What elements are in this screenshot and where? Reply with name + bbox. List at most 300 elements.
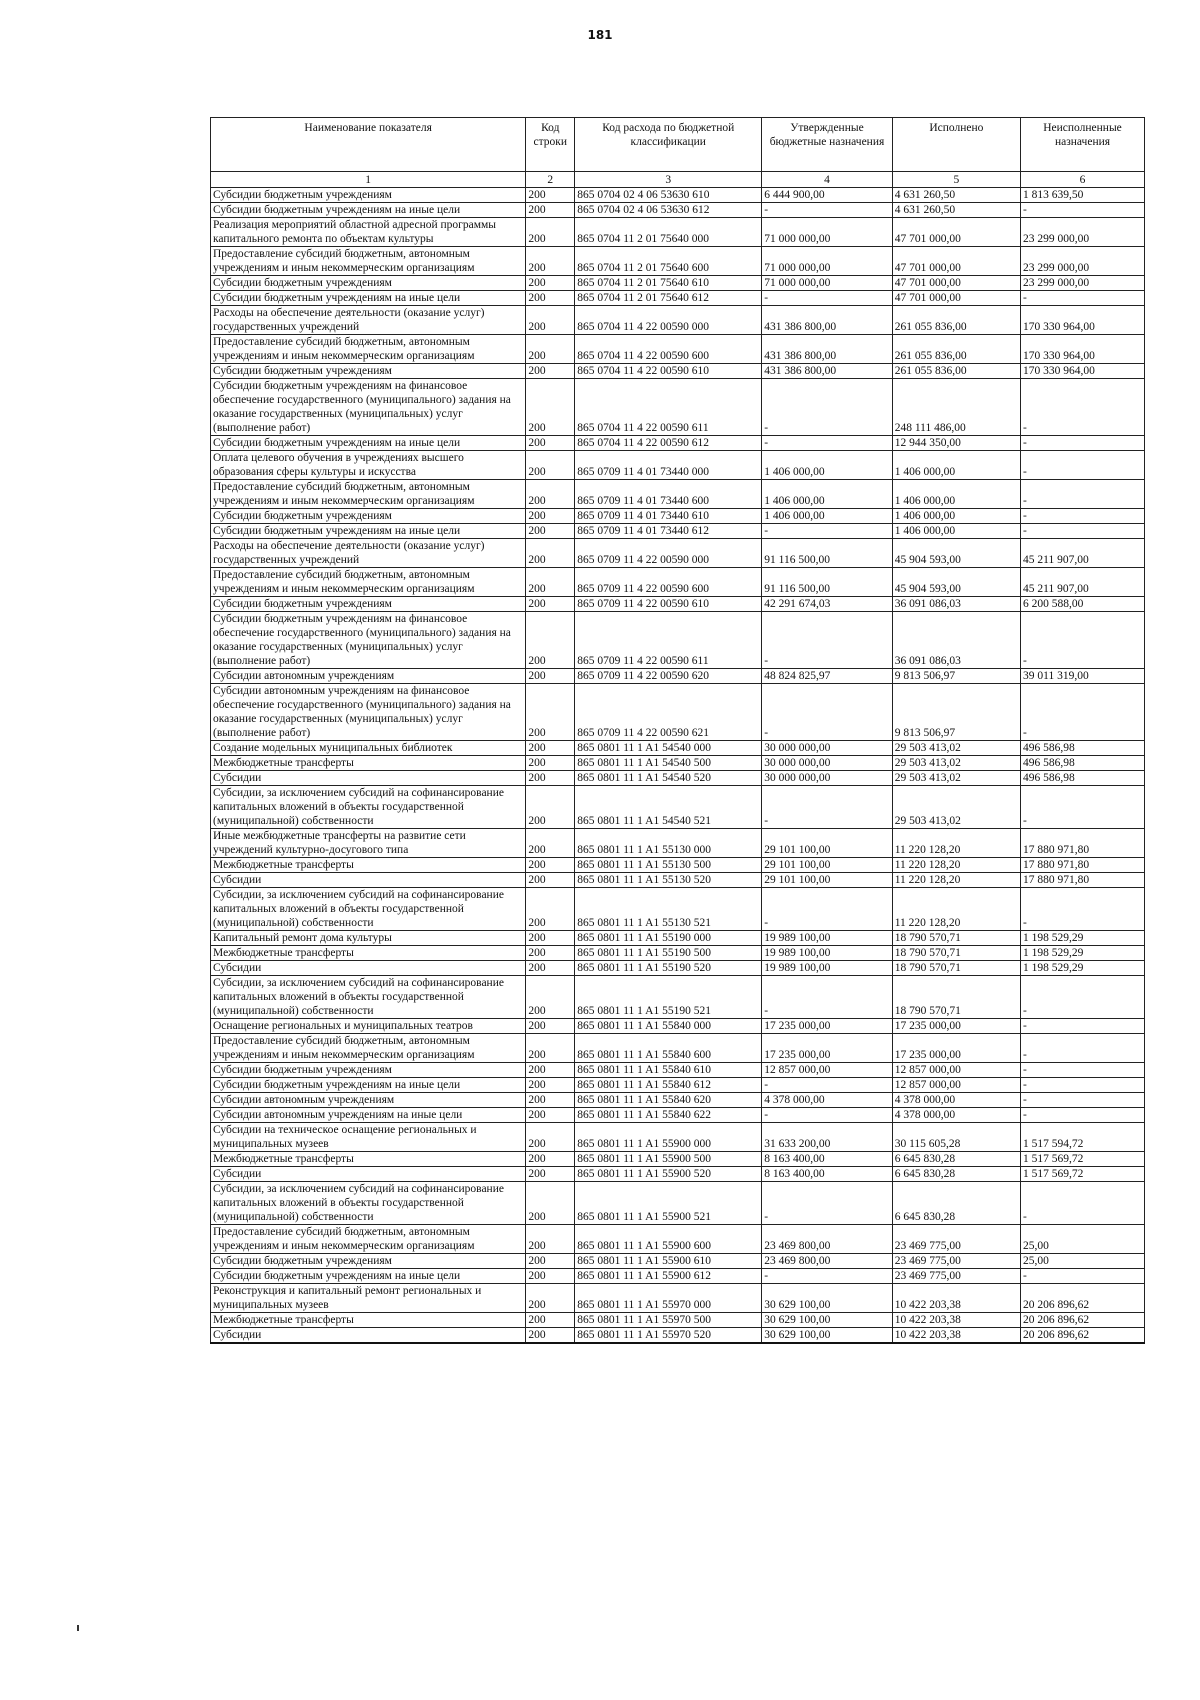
table-row <box>211 1152 1145 1167</box>
row-expense-code: 865 0704 11 4 22 00590 600 <box>575 335 762 364</box>
row-unexecuted: 25,00 <box>1021 1254 1145 1269</box>
table-row <box>211 1182 1145 1225</box>
row-unexecuted: 23 299 000,00 <box>1021 247 1145 276</box>
row-executed: 10 422 203,38 <box>892 1313 1020 1328</box>
row-unexecuted: - <box>1021 612 1145 669</box>
row-expense-code: 865 0704 11 2 01 75640 612 <box>575 291 762 306</box>
row-unexecuted: 1 517 594,72 <box>1021 1123 1145 1152</box>
row-approved: - <box>762 1078 892 1093</box>
row-executed: 4 378 000,00 <box>892 1093 1020 1108</box>
row-executed: 6 645 830,28 <box>892 1167 1020 1182</box>
page-number: 181 <box>587 28 613 42</box>
table-row <box>211 568 1145 597</box>
table-row <box>211 306 1145 335</box>
row-line-code: 200 <box>526 741 575 756</box>
row-name: Капитальный ремонт дома культуры <box>211 931 526 946</box>
row-name: Межбюджетные трансферты <box>211 1152 526 1167</box>
row-expense-code: 865 0704 11 4 22 00590 610 <box>575 364 762 379</box>
row-executed: 6 645 830,28 <box>892 1182 1020 1225</box>
row-line-code: 200 <box>526 1313 575 1328</box>
row-approved: 30 629 100,00 <box>762 1284 892 1313</box>
row-line-code: 200 <box>526 771 575 786</box>
table-row <box>211 276 1145 291</box>
row-expense-code: 865 0801 11 1 A1 55840 622 <box>575 1108 762 1123</box>
row-executed: 18 790 570,71 <box>892 931 1020 946</box>
column-number-row <box>211 172 1145 188</box>
row-unexecuted: - <box>1021 1034 1145 1063</box>
row-unexecuted: 20 206 896,62 <box>1021 1328 1145 1344</box>
row-name: Реконструкция и капитальный ремонт региональных и муниципальных музеев <box>211 1284 526 1313</box>
row-executed: 261 055 836,00 <box>892 335 1020 364</box>
column-number: 3 <box>575 172 762 188</box>
row-line-code: 200 <box>526 436 575 451</box>
row-executed: 36 091 086,03 <box>892 597 1020 612</box>
row-name: Предоставление субсидий бюджетным, автономным учреждениям и иным некоммерческим организациям <box>211 1034 526 1063</box>
row-executed: 18 790 570,71 <box>892 961 1020 976</box>
row-line-code: 200 <box>526 379 575 436</box>
table-row <box>211 888 1145 931</box>
row-approved: - <box>762 291 892 306</box>
row-unexecuted: 496 586,98 <box>1021 756 1145 771</box>
row-executed: 4 378 000,00 <box>892 1108 1020 1123</box>
row-unexecuted: 20 206 896,62 <box>1021 1284 1145 1313</box>
table-row <box>211 218 1145 247</box>
row-expense-code: 865 0801 11 1 A1 55190 500 <box>575 946 762 961</box>
row-unexecuted: - <box>1021 1063 1145 1078</box>
row-approved: - <box>762 436 892 451</box>
row-executed: 36 091 086,03 <box>892 612 1020 669</box>
row-executed: 11 220 128,20 <box>892 829 1020 858</box>
row-approved: 1 406 000,00 <box>762 451 892 480</box>
row-name: Межбюджетные трансферты <box>211 858 526 873</box>
row-name: Иные межбюджетные трансферты на развитие сети учреждений культурно-досугового типа <box>211 829 526 858</box>
row-executed: 29 503 413,02 <box>892 741 1020 756</box>
row-unexecuted: 25,00 <box>1021 1225 1145 1254</box>
row-expense-code: 865 0704 11 2 01 75640 000 <box>575 218 762 247</box>
table-row <box>211 1093 1145 1108</box>
row-unexecuted: 23 299 000,00 <box>1021 218 1145 247</box>
table-row <box>211 539 1145 568</box>
row-unexecuted: - <box>1021 451 1145 480</box>
row-unexecuted: - <box>1021 1269 1145 1284</box>
row-approved: 31 633 200,00 <box>762 1123 892 1152</box>
row-executed: 17 235 000,00 <box>892 1019 1020 1034</box>
table-row <box>211 451 1145 480</box>
row-executed: 9 813 506,97 <box>892 684 1020 741</box>
row-expense-code: 865 0801 11 1 A1 55130 521 <box>575 888 762 931</box>
row-unexecuted: - <box>1021 291 1145 306</box>
row-approved: 29 101 100,00 <box>762 858 892 873</box>
row-expense-code: 865 0709 11 4 22 00590 621 <box>575 684 762 741</box>
row-approved: - <box>762 1108 892 1123</box>
row-approved: 71 000 000,00 <box>762 276 892 291</box>
row-unexecuted: - <box>1021 509 1145 524</box>
row-line-code: 200 <box>526 247 575 276</box>
table-row <box>211 946 1145 961</box>
row-approved: 30 629 100,00 <box>762 1328 892 1344</box>
row-approved: 19 989 100,00 <box>762 931 892 946</box>
row-executed: 1 406 000,00 <box>892 509 1020 524</box>
row-unexecuted: - <box>1021 888 1145 931</box>
header-unexecuted: Неисполненные назначения <box>1021 118 1145 172</box>
row-line-code: 200 <box>526 539 575 568</box>
row-expense-code: 865 0709 11 4 22 00590 610 <box>575 597 762 612</box>
row-name: Предоставление субсидий бюджетным, автономным учреждениям и иным некоммерческим организациям <box>211 247 526 276</box>
row-executed: 47 701 000,00 <box>892 218 1020 247</box>
row-name: Субсидии бюджетным учреждениям на иные цели <box>211 1269 526 1284</box>
row-expense-code: 865 0801 11 1 A1 55840 000 <box>575 1019 762 1034</box>
row-expense-code: 865 0704 11 4 22 00590 000 <box>575 306 762 335</box>
row-expense-code: 865 0801 11 1 A1 55840 612 <box>575 1078 762 1093</box>
row-line-code: 200 <box>526 188 575 203</box>
row-name: Субсидии, за исключением субсидий на софинансирование капитальных вложений в объекты государственной (муниципальной) собственности <box>211 1182 526 1225</box>
row-line-code: 200 <box>526 451 575 480</box>
table-row <box>211 335 1145 364</box>
row-approved: 6 444 900,00 <box>762 188 892 203</box>
row-approved: 23 469 800,00 <box>762 1254 892 1269</box>
row-name: Субсидии, за исключением субсидий на софинансирование капитальных вложений в объекты государственной (муниципальной) собственности <box>211 976 526 1019</box>
row-unexecuted: 17 880 971,80 <box>1021 829 1145 858</box>
row-unexecuted: - <box>1021 1019 1145 1034</box>
row-approved: - <box>762 1182 892 1225</box>
row-approved: 29 101 100,00 <box>762 873 892 888</box>
row-expense-code: 865 0801 11 1 A1 54540 500 <box>575 756 762 771</box>
row-name: Предоставление субсидий бюджетным, автономным учреждениям и иным некоммерческим организациям <box>211 1225 526 1254</box>
row-approved: - <box>762 612 892 669</box>
row-unexecuted: 1 198 529,29 <box>1021 946 1145 961</box>
row-expense-code: 865 0801 11 1 A1 55130 520 <box>575 873 762 888</box>
row-executed: 11 220 128,20 <box>892 858 1020 873</box>
row-unexecuted: - <box>1021 976 1145 1019</box>
table-row <box>211 188 1145 203</box>
row-line-code: 200 <box>526 1254 575 1269</box>
row-line-code: 200 <box>526 1019 575 1034</box>
row-unexecuted: 6 200 588,00 <box>1021 597 1145 612</box>
row-line-code: 200 <box>526 873 575 888</box>
row-executed: 1 406 000,00 <box>892 451 1020 480</box>
row-executed: 47 701 000,00 <box>892 291 1020 306</box>
row-approved: 431 386 800,00 <box>762 364 892 379</box>
row-name: Субсидии бюджетным учреждениям на иные цели <box>211 436 526 451</box>
row-approved: 431 386 800,00 <box>762 335 892 364</box>
row-approved: 23 469 800,00 <box>762 1225 892 1254</box>
row-name: Межбюджетные трансферты <box>211 1313 526 1328</box>
row-line-code: 200 <box>526 1182 575 1225</box>
row-executed: 23 469 775,00 <box>892 1254 1020 1269</box>
row-approved: 29 101 100,00 <box>762 829 892 858</box>
row-approved: 30 000 000,00 <box>762 756 892 771</box>
row-line-code: 200 <box>526 480 575 509</box>
row-approved: - <box>762 888 892 931</box>
row-expense-code: 865 0704 02 4 06 53630 610 <box>575 188 762 203</box>
row-name: Субсидии бюджетным учреждениям <box>211 1063 526 1078</box>
row-executed: 10 422 203,38 <box>892 1328 1020 1344</box>
row-expense-code: 865 0801 11 1 A1 54540 521 <box>575 786 762 829</box>
column-number: 5 <box>892 172 1020 188</box>
table-row <box>211 756 1145 771</box>
row-executed: 261 055 836,00 <box>892 364 1020 379</box>
row-unexecuted: 23 299 000,00 <box>1021 276 1145 291</box>
row-executed: 12 857 000,00 <box>892 1063 1020 1078</box>
row-unexecuted: - <box>1021 524 1145 539</box>
row-executed: 4 631 260,50 <box>892 188 1020 203</box>
row-line-code: 200 <box>526 364 575 379</box>
row-executed: 29 503 413,02 <box>892 771 1020 786</box>
row-unexecuted: - <box>1021 1093 1145 1108</box>
header-indicator-name: Наименование показателя <box>211 118 526 172</box>
row-line-code: 200 <box>526 1284 575 1313</box>
row-line-code: 200 <box>526 1078 575 1093</box>
row-line-code: 200 <box>526 961 575 976</box>
row-unexecuted: 1 198 529,29 <box>1021 961 1145 976</box>
row-name: Субсидии автономным учреждениям <box>211 1093 526 1108</box>
row-approved: - <box>762 976 892 1019</box>
row-executed: 23 469 775,00 <box>892 1225 1020 1254</box>
row-unexecuted: - <box>1021 203 1145 218</box>
row-unexecuted: 20 206 896,62 <box>1021 1313 1145 1328</box>
row-approved: 71 000 000,00 <box>762 218 892 247</box>
row-executed: 29 503 413,02 <box>892 786 1020 829</box>
row-line-code: 200 <box>526 306 575 335</box>
row-line-code: 200 <box>526 218 575 247</box>
header-expense-code: Код расхода по бюджетной классификации <box>575 118 762 172</box>
row-expense-code: 865 0801 11 1 A1 55900 520 <box>575 1167 762 1182</box>
row-line-code: 200 <box>526 669 575 684</box>
row-executed: 45 904 593,00 <box>892 539 1020 568</box>
row-name: Оплата целевого обучения в учреждениях высшего образования сферы культуры и искусства <box>211 451 526 480</box>
row-unexecuted: 45 211 907,00 <box>1021 568 1145 597</box>
table-row <box>211 1328 1145 1344</box>
table-row <box>211 1123 1145 1152</box>
table-row <box>211 741 1145 756</box>
row-unexecuted: 170 330 964,00 <box>1021 364 1145 379</box>
row-expense-code: 865 0801 11 1 A1 55190 520 <box>575 961 762 976</box>
row-name: Субсидии бюджетным учреждениям <box>211 509 526 524</box>
row-expense-code: 865 0801 11 1 A1 55970 520 <box>575 1328 762 1344</box>
row-expense-code: 865 0801 11 1 A1 55190 521 <box>575 976 762 1019</box>
table-row <box>211 480 1145 509</box>
row-expense-code: 865 0801 11 1 A1 55130 500 <box>575 858 762 873</box>
row-line-code: 200 <box>526 509 575 524</box>
row-unexecuted: - <box>1021 684 1145 741</box>
row-line-code: 200 <box>526 946 575 961</box>
row-expense-code: 865 0801 11 1 A1 55900 000 <box>575 1123 762 1152</box>
row-executed: 261 055 836,00 <box>892 306 1020 335</box>
row-name: Межбюджетные трансферты <box>211 946 526 961</box>
row-line-code: 200 <box>526 597 575 612</box>
table-row <box>211 684 1145 741</box>
row-expense-code: 865 0801 11 1 A1 55900 600 <box>575 1225 762 1254</box>
table-row <box>211 931 1145 946</box>
column-number: 2 <box>526 172 575 188</box>
row-unexecuted: 170 330 964,00 <box>1021 335 1145 364</box>
header-executed: Исполнено <box>892 118 1020 172</box>
row-line-code: 200 <box>526 756 575 771</box>
row-name: Межбюджетные трансферты <box>211 756 526 771</box>
row-expense-code: 865 0709 11 4 01 73440 612 <box>575 524 762 539</box>
row-approved: - <box>762 524 892 539</box>
row-line-code: 200 <box>526 786 575 829</box>
row-executed: 30 115 605,28 <box>892 1123 1020 1152</box>
row-unexecuted: 496 586,98 <box>1021 741 1145 756</box>
table-row <box>211 1284 1145 1313</box>
row-line-code: 200 <box>526 612 575 669</box>
row-approved: 17 235 000,00 <box>762 1034 892 1063</box>
row-unexecuted: - <box>1021 1108 1145 1123</box>
row-name: Субсидии бюджетным учреждениям на иные цели <box>211 524 526 539</box>
row-unexecuted: 1 517 569,72 <box>1021 1152 1145 1167</box>
row-expense-code: 865 0704 02 4 06 53630 612 <box>575 203 762 218</box>
row-expense-code: 865 0801 11 1 A1 55900 612 <box>575 1269 762 1284</box>
row-approved: 12 857 000,00 <box>762 1063 892 1078</box>
row-approved: - <box>762 684 892 741</box>
row-executed: 10 422 203,38 <box>892 1284 1020 1313</box>
row-expense-code: 865 0704 11 2 01 75640 610 <box>575 276 762 291</box>
row-name: Субсидии автономным учреждениям на иные цели <box>211 1108 526 1123</box>
row-approved: - <box>762 1269 892 1284</box>
row-approved: 91 116 500,00 <box>762 568 892 597</box>
row-expense-code: 865 0801 11 1 A1 55130 000 <box>575 829 762 858</box>
row-unexecuted: 170 330 964,00 <box>1021 306 1145 335</box>
row-approved: 8 163 400,00 <box>762 1167 892 1182</box>
table-body <box>211 188 1145 1344</box>
row-unexecuted: - <box>1021 1078 1145 1093</box>
row-executed: 29 503 413,02 <box>892 756 1020 771</box>
table-row <box>211 509 1145 524</box>
row-approved: 1 406 000,00 <box>762 480 892 509</box>
row-line-code: 200 <box>526 829 575 858</box>
row-executed: 248 111 486,00 <box>892 379 1020 436</box>
row-line-code: 200 <box>526 1108 575 1123</box>
row-expense-code: 865 0801 11 1 A1 55840 610 <box>575 1063 762 1078</box>
row-line-code: 200 <box>526 976 575 1019</box>
row-executed: 23 469 775,00 <box>892 1269 1020 1284</box>
table-row <box>211 858 1145 873</box>
row-unexecuted: - <box>1021 379 1145 436</box>
row-expense-code: 865 0704 11 4 22 00590 611 <box>575 379 762 436</box>
table-row <box>211 1269 1145 1284</box>
row-approved: 71 000 000,00 <box>762 247 892 276</box>
row-name: Субсидии бюджетным учреждениям на иные цели <box>211 203 526 218</box>
row-unexecuted: 1 198 529,29 <box>1021 931 1145 946</box>
row-executed: 1 406 000,00 <box>892 480 1020 509</box>
row-line-code: 200 <box>526 1152 575 1167</box>
table-row <box>211 597 1145 612</box>
row-line-code: 200 <box>526 1034 575 1063</box>
row-executed: 11 220 128,20 <box>892 873 1020 888</box>
row-approved: 1 406 000,00 <box>762 509 892 524</box>
table-header-row <box>211 118 1145 172</box>
table-row <box>211 1313 1145 1328</box>
row-line-code: 200 <box>526 1328 575 1344</box>
row-approved: - <box>762 379 892 436</box>
row-approved: 30 000 000,00 <box>762 741 892 756</box>
row-name: Реализация мероприятий областной адресной программы капитального ремонта по объектам культуры <box>211 218 526 247</box>
table-row <box>211 1167 1145 1182</box>
row-line-code: 200 <box>526 524 575 539</box>
row-name: Субсидии <box>211 1167 526 1182</box>
row-line-code: 200 <box>526 203 575 218</box>
row-name: Субсидии автономным учреждениям <box>211 669 526 684</box>
row-unexecuted: - <box>1021 786 1145 829</box>
row-expense-code: 865 0709 11 4 01 73440 600 <box>575 480 762 509</box>
row-name: Субсидии, за исключением субсидий на софинансирование капитальных вложений в объекты государственной (муниципальной) собственности <box>211 786 526 829</box>
row-expense-code: 865 0709 11 4 01 73440 000 <box>575 451 762 480</box>
row-approved: - <box>762 203 892 218</box>
row-approved: 30 629 100,00 <box>762 1313 892 1328</box>
row-unexecuted: 1 813 639,50 <box>1021 188 1145 203</box>
row-executed: 9 813 506,97 <box>892 669 1020 684</box>
row-name: Субсидии бюджетным учреждениям на финансовое обеспечение государственного (муниципального) задания на оказание государственных (муниципальных) услуг (выполнение работ) <box>211 612 526 669</box>
row-expense-code: 865 0801 11 1 A1 54540 520 <box>575 771 762 786</box>
table-row <box>211 364 1145 379</box>
row-approved: 42 291 674,03 <box>762 597 892 612</box>
row-unexecuted: 496 586,98 <box>1021 771 1145 786</box>
column-number: 6 <box>1021 172 1145 188</box>
row-executed: 11 220 128,20 <box>892 888 1020 931</box>
table-row <box>211 873 1145 888</box>
header-approved: Утвержденные бюджетные назначения <box>762 118 892 172</box>
row-executed: 47 701 000,00 <box>892 276 1020 291</box>
row-name: Расходы на обеспечение деятельности (оказание услуг) государственных учреждений <box>211 539 526 568</box>
row-unexecuted: 17 880 971,80 <box>1021 858 1145 873</box>
row-executed: 6 645 830,28 <box>892 1152 1020 1167</box>
row-line-code: 200 <box>526 931 575 946</box>
table-row <box>211 379 1145 436</box>
table-row <box>211 786 1145 829</box>
row-name: Субсидии бюджетным учреждениям <box>211 597 526 612</box>
row-line-code: 200 <box>526 1167 575 1182</box>
row-expense-code: 865 0801 11 1 A1 55900 500 <box>575 1152 762 1167</box>
row-name: Субсидии бюджетным учреждениям <box>211 364 526 379</box>
row-name: Субсидии бюджетным учреждениям <box>211 188 526 203</box>
row-approved: 30 000 000,00 <box>762 771 892 786</box>
row-name: Субсидии <box>211 771 526 786</box>
table-row <box>211 1254 1145 1269</box>
row-expense-code: 865 0801 11 1 A1 55970 000 <box>575 1284 762 1313</box>
row-executed: 17 235 000,00 <box>892 1034 1020 1063</box>
table-row <box>211 829 1145 858</box>
row-name: Субсидии на техническое оснащение региональных и муниципальных музеев <box>211 1123 526 1152</box>
row-expense-code: 865 0801 11 1 A1 55900 610 <box>575 1254 762 1269</box>
row-line-code: 200 <box>526 684 575 741</box>
row-name: Предоставление субсидий бюджетным, автономным учреждениям и иным некоммерческим организациям <box>211 335 526 364</box>
row-approved: 19 989 100,00 <box>762 946 892 961</box>
row-approved: 19 989 100,00 <box>762 961 892 976</box>
row-unexecuted: 1 517 569,72 <box>1021 1167 1145 1182</box>
row-line-code: 200 <box>526 1063 575 1078</box>
row-name: Создание модельных муниципальных библиотек <box>211 741 526 756</box>
row-expense-code: 865 0704 11 2 01 75640 600 <box>575 247 762 276</box>
row-name: Субсидии <box>211 873 526 888</box>
row-name: Оснащение региональных и муниципальных театров <box>211 1019 526 1034</box>
row-line-code: 200 <box>526 291 575 306</box>
row-line-code: 200 <box>526 888 575 931</box>
row-name: Предоставление субсидий бюджетным, автономным учреждениям и иным некоммерческим организациям <box>211 568 526 597</box>
table-row <box>211 1034 1145 1063</box>
row-name: Субсидии бюджетным учреждениям на финансовое обеспечение государственного (муниципального) задания на оказание государственных (муниципальных) услуг (выполнение работ) <box>211 379 526 436</box>
row-executed: 47 701 000,00 <box>892 247 1020 276</box>
table-row <box>211 436 1145 451</box>
row-name: Предоставление субсидий бюджетным, автономным учреждениям и иным некоммерческим организациям <box>211 480 526 509</box>
header-line-code: Код строки <box>526 118 575 172</box>
table-row <box>211 669 1145 684</box>
row-unexecuted: - <box>1021 480 1145 509</box>
row-unexecuted: - <box>1021 1182 1145 1225</box>
row-approved: 4 378 000,00 <box>762 1093 892 1108</box>
column-number: 1 <box>211 172 526 188</box>
row-line-code: 200 <box>526 858 575 873</box>
